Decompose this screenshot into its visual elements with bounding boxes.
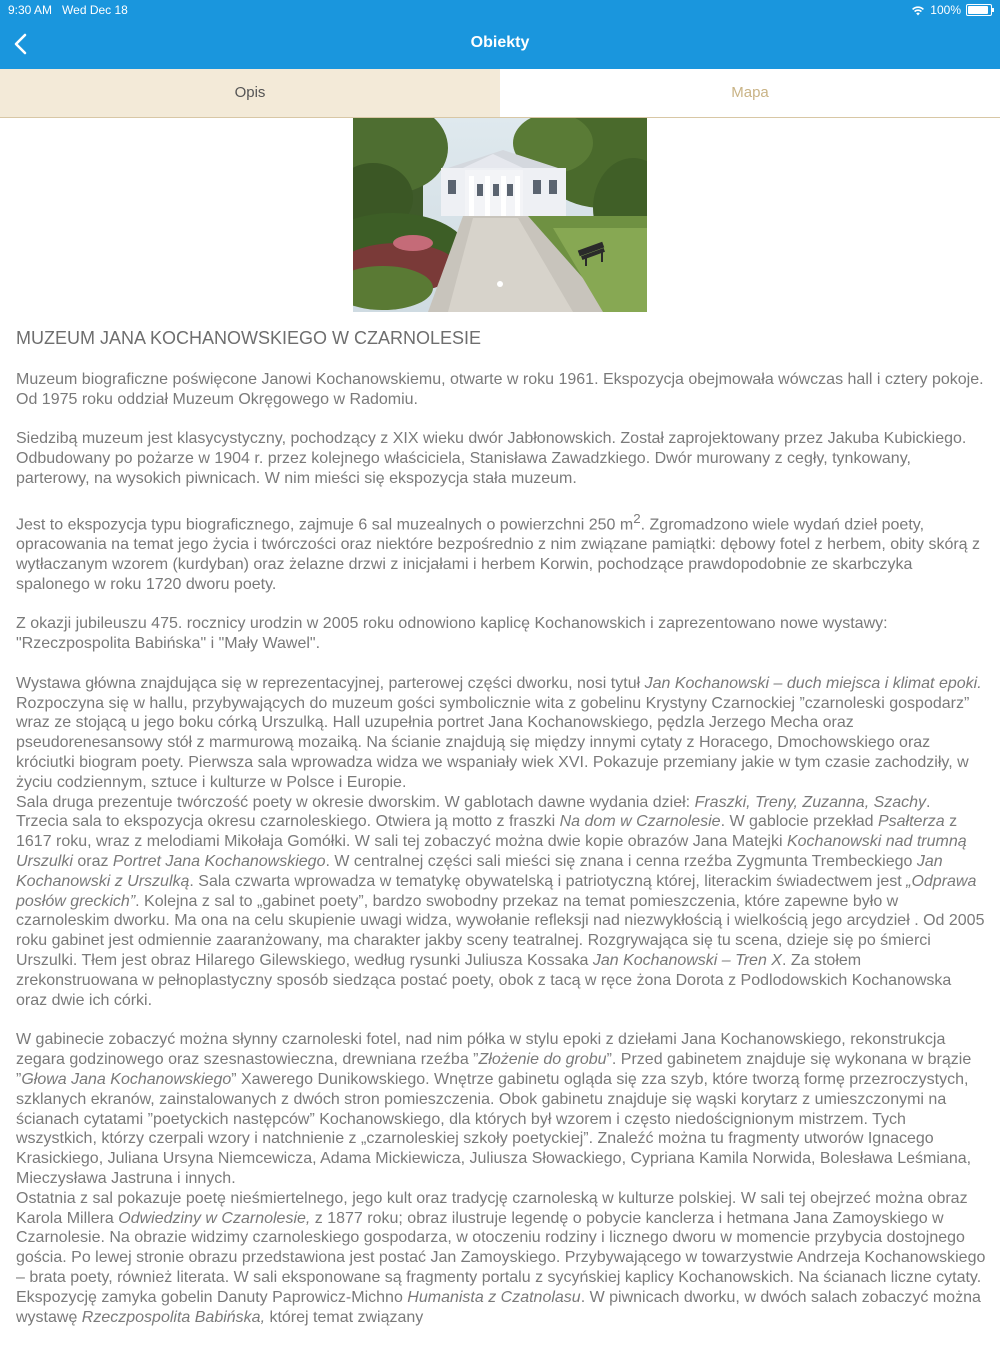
- battery-fill: [968, 6, 988, 14]
- article-text: . Trzecia sala to ekspozycja okresu czarnoleskiego. Otwiera ją motto z fraszki: [16, 793, 931, 831]
- carousel-dot[interactable]: [497, 281, 503, 287]
- article-paragraph: Muzeum biograficzne poświęcone Janowi Kochanowskiemu, otwarte w roku 1961. Ekspozycja obejmowała wówczas hall i cztery pokoje. Od 1975 roku oddział Muzeum Okręgowego w Radomiu.: [16, 370, 984, 408]
- italic-title-text: Głowa Jana Kochanowskiego: [21, 1071, 232, 1089]
- article-text: W gabinecie zobaczyć można słynny czarnoleski fotel, nad nim półka w stylu epoki z dziełami Jana Kochanowskiego, rekonstrukcja zegara godzinowego oraz szesnastowieczna, drewniana rzeźba ”: [16, 1031, 946, 1069]
- italic-title-text: Jan Kochanowski z Urszulką: [16, 853, 943, 890]
- article-paragraph: Siedzibą muzeum jest klasycystyczny, pochodzący z XIX wieku dwór Jabłonowskich. Został zaprojektowany przez Jakuba Kubickiego. Odbudowany po pożarze w 1904 r. przez kolejnego właściciela, Stanisława Zawadzkiego. Dwór murowany z cegły, tynkowany, parterowy, na wysokich piwnicach. W nim mieści się ekspozycja stała muzeum.: [16, 430, 967, 487]
- article-text: Wystawa główna znajdująca się w reprezentacyjnej, parterowej części dworku, nosi tytuł: [16, 674, 645, 692]
- tab-opis[interactable]: Opis: [0, 69, 500, 117]
- article-text: której temat związany: [265, 1308, 424, 1326]
- article-paragraph: [16, 1189, 986, 1328]
- article-text: z 1877 roku; obraz ilustruje legendę o pobycie kanclerza i hetmana Jana Zamoyskiego w Czarnolesie. Na obrazie widzimy czarnoleskiego gospodarza, w otoczeniu rodziny i licznego dworu w momencie przybycia dostojnego gościa. Po lewej stronie obrazu przedstawiona jest postać Jan Zamoyskiego. Przybywającego w towarzystwie Andrzeja Kochanowskiego – brata poety, również literata. W sali eksponowane są fragmenty portalu z sycyńskiej kaplicy Kochanowskich. Na ścianach liczne cytaty. Ekspozycję zamyka gobelin Danuty Paprowicz-Michno: [16, 1209, 986, 1306]
- article-text: ” Xawerego Dunikowskiego. Wnętrze gabinetu ogląda się zza szyb, które tworzą formę przezroczystych, szklanych ekranów, zainstalowanych z dwóch stron pomieszczenia. Obok gabinetu znajduje się wąski korytarz z umieszczonymi na ścianach cytatami ”poetyckich następców” Kochanowskiego, dla których był wzorem i często niedoścignionym mistrzem. Tych wszystkich, którzy czerpali wzory i natchnienie z „czarnoleskiej szkoły poetyckiej”. Znaleźć można tu fragmenty utworów Ignacego Krasickiego, Juliana Ursyna Niemcewicza, Adama Mickiewicza, Juliusza Słowackiego, Cypriana Kamila Norwida, Bolesława Leśmiana, Mieczysława Jastruna i innych.: [16, 1071, 972, 1188]
- segment-tabs: [0, 69, 1000, 118]
- article-text: Sala druga prezentuje twórczość poety w okresie dworskim. W gablotach dawne wydania dzieł:: [16, 793, 695, 811]
- photo-carousel[interactable]: [353, 118, 647, 312]
- article-text: . Za stołem zrekonstruowana w pełnoplastyczny sposób siedząca postać poety, obok z tacą w ręce żona Dorota z Podlodowskich Kochanowska oraz dwie ich córki.: [16, 952, 952, 1009]
- article-text: . W gablocie przekład: [720, 813, 878, 831]
- article-text: . W piwnicach dworku, w dwóch salach zobaczyć można wystawę: [16, 1288, 981, 1326]
- italic-title-text: Złożenie do grobu: [478, 1051, 607, 1069]
- italic-title-text: Jan Kochanowski – duch miejsca i klimat epoki.: [644, 674, 982, 692]
- italic-title-text: Na dom w Czarnolesie: [559, 813, 721, 831]
- status-date: Wed Dec 18: [62, 3, 128, 17]
- tab-mapa[interactable]: Mapa: [500, 69, 1000, 117]
- italic-title-text: Portret Jana Kochanowskiego: [112, 853, 326, 871]
- article-text: Rozpoczyna się w hallu, przybywających do muzeum gości symbolicznie wita z gobelinu Krystyny Czarnockiej ”czarnoleski gospodarz” wraz ze stojącą u jego boku córką Urszulką. Hall uzupełnia portret Jana Kochanowskiego, pędzla Jerzego Mecha oraz pseudorenesansowy stół z marmurową mozaiką. Na ścianie znajdują się między innymi cytaty z Horacego, Dmochowskiego oraz króciutki biogram poety. Pierwsza sala wprowadza widza we wspaniały wiek XVI. Pokazuje przemiany jakie w tym czasie zachodziły, w życiu codziennym, sztuce i kulturze w Polsce i Europie.: [16, 694, 970, 791]
- article-text: . Sala czwarta wprowadza w tematykę obywatelską i patriotyczną której, literackim świadectwem jest: [189, 872, 907, 890]
- italic-title-text: Kochanowski nad trumną Urszulki: [16, 833, 967, 871]
- article-text: . Kolejna z sal to „gabinet poety”, bardzo swobodny przekaz na temat pomieszczenia, które zapewne było w czarnoleskim dworku. Ma ona na celu skupienie uwagi widza, wywołanie refleksji nad niezwykłością i wielkością jego arcydzieł . Od 2005 roku gabinet jest odmiennie zaaranżowany, ma charakter jakby sceny teatralnej. Rozgrywająca się tu scena, dzieje się po śmierci Urszulki. Tłem jest obraz Hilarego Gilewskiego, według rysunki Juliusza Kossaka: [16, 892, 985, 970]
- italic-title-text: Rzeczpospolita Babińska,: [81, 1308, 266, 1326]
- article-paragraph: Z okazji jubileuszu 475. rocznicy urodzin w 2005 roku odnowiono kaplicę Kochanowskich i zaprezentowano nowe wystawy: "Rzeczpospolita Babińska" i "Mały Wawel".: [16, 615, 888, 653]
- article-text: Jest to ekspozycja typu biograficznego, zajmuje 6 sal muzealnych o powierzchni 250 m: [16, 516, 634, 534]
- status-right: [911, 3, 992, 17]
- article-title: MUZEUM JANA KOCHANOWSKIEGO W CZARNOLESIE: [16, 328, 482, 348]
- article-text: ”. Przed gabinetem znajduje się wykonana w brązie ”: [16, 1051, 972, 1089]
- battery-icon: [966, 4, 992, 16]
- article-paragraph: [16, 1030, 986, 1188]
- status-bar: [0, 0, 1000, 20]
- italic-title-text: Fraszki, Treny, Zuzanna, Szachy: [694, 793, 927, 811]
- italic-title-text: Jan Kochanowski – Tren X: [592, 952, 782, 970]
- wifi-icon: [911, 5, 925, 16]
- italic-title-text: Psałterza: [877, 813, 945, 831]
- italic-title-text: Humanista z Czatnolasu: [407, 1288, 581, 1306]
- article-text: Ostatnia z sal pokazuje poetę nieśmiertelnego, jego kult oraz tradycję czarnoleską w kulturze polskiej. W sali tej obejrzeć można obraz Karola Millera: [16, 1189, 968, 1227]
- navigation-bar: [0, 20, 1000, 69]
- article-paragraph: [16, 793, 986, 1011]
- italic-title-text: Odwiedziny w Czarnolesie,: [118, 1209, 311, 1227]
- article-text: oraz: [72, 853, 113, 871]
- superscript: 2: [633, 510, 641, 526]
- article-body: [16, 318, 986, 1347]
- article-paragraph: [16, 509, 986, 595]
- status-time: 9:30 AM: [8, 3, 53, 17]
- italic-title-text: „Odprawa posłów greckich”: [16, 872, 977, 910]
- article-paragraph: [16, 674, 986, 793]
- article-text: z 1617 roku, wraz z melodiami Mikołaja Gomółki. W sali tej zobaczyć można dwie kopie obrazów Jana Matejki: [16, 813, 958, 851]
- article-text: . W centralnej części sali mieści się znana i cenna rzeźba Zygmunta Trembeckiego: [325, 853, 917, 871]
- page-title: Obiekty: [470, 34, 530, 51]
- battery-percent: 100%: [930, 3, 961, 17]
- article-text: . Zgromadzono wiele wydań dzieł poety, opracowania na temat jego życia i twórczości oraz niektóre bezpośrednio z nim związane pamiątki: dębowy fotel z herbem, obity skórą z wytłaczanym wzorem (kurdyban) oraz żelazne drzwi z inicjałami i herbem Korwin, pochodzące prawdopodobnie ze skarbczyka spalonego w roku 1720 dworu poety.: [16, 516, 981, 593]
- status-time-date: [8, 3, 128, 17]
- carousel-page-indicator: [353, 274, 647, 292]
